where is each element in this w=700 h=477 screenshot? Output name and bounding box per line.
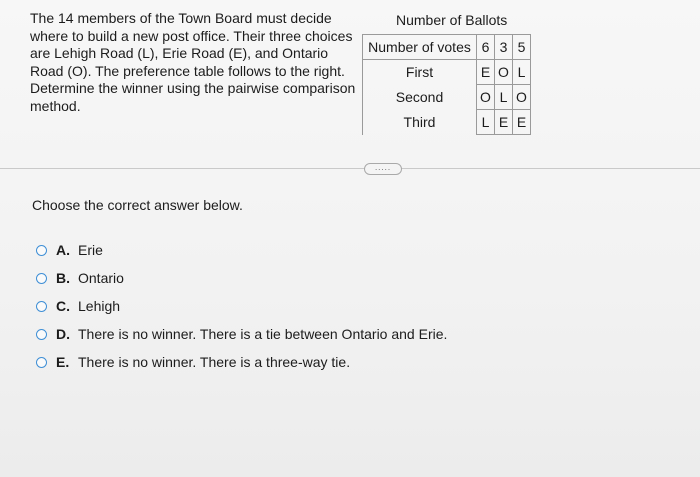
option-letter: E.: [56, 354, 70, 370]
option-letter: A.: [56, 242, 70, 258]
question-text: The 14 members of the Town Board must decide where to build a new post office. Their three choices are Lehigh Road (L), Erie Road (E), and Ontario Road (O). The preference table follows to the right. Determine the winner using the pairwise comparison method.: [30, 10, 356, 114]
votes-count: 5: [513, 35, 531, 60]
expand-more-button[interactable]: .....: [364, 163, 402, 175]
radio-button[interactable]: [36, 245, 47, 256]
option-letter: D.: [56, 326, 70, 342]
section-divider: [0, 168, 700, 169]
answer-prompt: Choose the correct answer below.: [32, 197, 243, 213]
preference-cell: E: [477, 60, 495, 85]
answer-option-a[interactable]: [36, 236, 447, 264]
rank-label-second: Second: [363, 85, 477, 110]
answer-option-c[interactable]: [36, 292, 447, 320]
rank-label-third: Third: [363, 110, 477, 135]
preference-cell: L: [513, 60, 531, 85]
votes-header-label: Number of votes: [363, 35, 477, 60]
preference-cell: L: [477, 110, 495, 135]
option-text: Lehigh: [78, 298, 121, 314]
option-text: Erie: [78, 242, 103, 258]
preference-cell: O: [513, 85, 531, 110]
option-text: There is no winner. There is a three-way tie.: [78, 354, 351, 370]
preference-cell: O: [495, 60, 513, 85]
preference-cell: L: [495, 85, 513, 110]
preference-cell: E: [495, 110, 513, 135]
preference-cell: O: [477, 85, 495, 110]
preference-table: [362, 34, 531, 135]
option-letter: C.: [56, 298, 70, 314]
answer-option-e[interactable]: [36, 348, 447, 376]
votes-count: 6: [477, 35, 495, 60]
radio-button[interactable]: [36, 357, 47, 368]
ballot-table-title: Number of Ballots: [396, 12, 508, 28]
preference-cell: E: [513, 110, 531, 135]
votes-count: 3: [495, 35, 513, 60]
radio-button[interactable]: [36, 301, 47, 312]
radio-button[interactable]: [36, 273, 47, 284]
option-text: There is no winner. There is a tie between Ontario and Erie.: [78, 326, 448, 342]
answer-option-d[interactable]: [36, 320, 447, 348]
option-letter: B.: [56, 270, 70, 286]
radio-button[interactable]: [36, 329, 47, 340]
answer-options: [36, 236, 447, 376]
option-text: Ontario: [78, 270, 124, 286]
answer-option-b[interactable]: [36, 264, 447, 292]
rank-label-first: First: [363, 60, 477, 85]
